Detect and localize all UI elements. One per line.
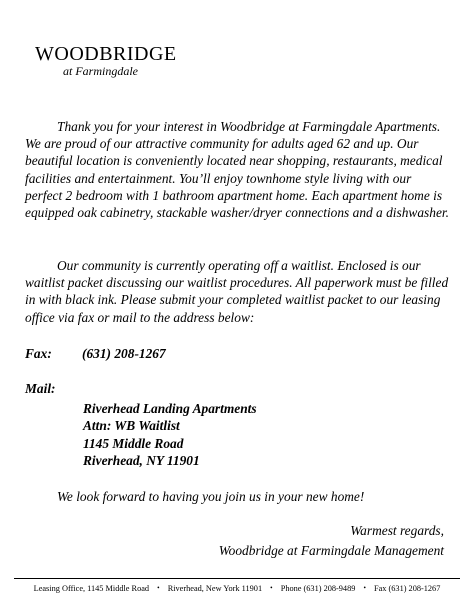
footer-city: Riverhead, New York 11901: [167, 584, 263, 593]
address-line: Riverhead, NY 11901: [83, 453, 200, 469]
logo-tagline: at Farmingdale: [63, 64, 138, 78]
footer-office: Leasing Office, 1145 Middle Road: [33, 584, 150, 593]
footer-divider: [14, 578, 460, 579]
fax-line: [25, 346, 166, 362]
fax-number: (631) 208-1267: [82, 346, 166, 361]
waitlist-paragraph: Our community is currently operating off a waitlist. Enclosed is our waitlist packet discussing our waitlist procedures. All paperwork must be filled in with black ink. Please submit your completed waitlist packet to our leasing office via fax or mail to the address below:: [25, 258, 449, 325]
regards-line: Warmest regards,: [350, 523, 444, 538]
footer-fax: Fax (631) 208-1267: [373, 584, 441, 593]
footer-phone: Phone (631) 208-9489: [280, 584, 356, 593]
footer-separator: •: [157, 584, 160, 592]
fax-label: Fax:: [25, 346, 52, 361]
footer-separator: •: [270, 584, 273, 592]
address-line: 1145 Middle Road: [83, 435, 184, 451]
mail-label: Mail:: [25, 381, 56, 396]
logo: [35, 44, 177, 78]
footer: [0, 584, 474, 593]
address-line: Attn: WB Waitlist: [83, 418, 180, 434]
closing-sentence: We look forward to having you join us in your new home!: [57, 489, 365, 504]
signature-line: Woodbridge at Farmingdale Management: [218, 543, 444, 558]
footer-separator: •: [363, 584, 366, 592]
mailing-address: [83, 400, 257, 470]
address-line: Riverhead Landing Apartments: [83, 401, 257, 416]
logo-name: WOODBRIDGE: [35, 43, 177, 65]
intro-paragraph: Thank you for your interest in Woodbridge at Farmingdale Apartments. We are proud of our attractive community for adults aged 62 and up. Our beautiful location is conveniently located near shopping, restaurants, medical facilities and entertainment. You’ll enjoy townhome style living with our perfect 2 bedroom with 1 bathroom apartment home. Each apartment home is equipped oak cabinetry, stackable washer/dryer connections and a dishwasher.: [25, 119, 449, 221]
